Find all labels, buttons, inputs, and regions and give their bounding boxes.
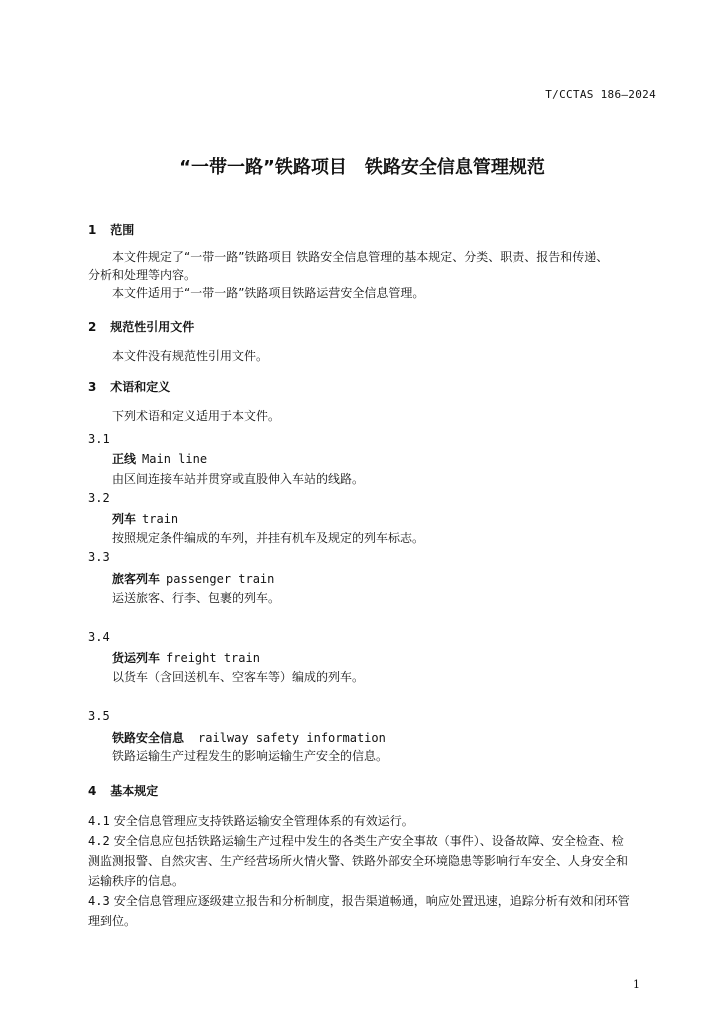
clause-text: 安全信息管理应逐级建立报告和分析制度，报告渠道畅通，响应处置迅速，追踪分析有效和闭环管	[113, 894, 630, 908]
clause	[88, 812, 414, 829]
clause-number: 4.1	[88, 814, 110, 828]
clause-continuation: 测监测报警、自然灾害、生产经营场所火情火警、铁路外部安全环境隐患等影响行车安全、人身安全和	[88, 854, 629, 868]
term-en: railway safety information	[198, 731, 386, 745]
term-definition: 由区间连接车站并贯穿或直股伸入车站的线路。	[112, 472, 365, 486]
term-number: 3.1	[88, 432, 110, 446]
term-zh: 货运列车	[112, 651, 161, 665]
term-definition: 运送旅客、行李、包裹的列车。	[112, 591, 281, 605]
term-en: passenger train	[166, 572, 275, 586]
term-zh: 旅客列车	[112, 572, 161, 586]
clause-text: 安全信息管理应支持铁路运输安全管理体系的有效运行。	[113, 814, 414, 828]
term-number: 3.3	[88, 550, 110, 564]
document-title: “一带一路”铁路项目 铁路安全信息管理规范	[179, 157, 545, 178]
term-entry	[112, 450, 207, 467]
clause	[88, 892, 630, 909]
clause-number: 4.2	[88, 834, 110, 848]
term-entry	[112, 570, 274, 587]
paragraph: 分析和处理等内容。	[88, 268, 197, 282]
section-2-heading	[88, 318, 194, 335]
paragraph: 本文件适用于“一带一路”铁路项目铁路运营安全信息管理。	[112, 286, 425, 300]
section-title: 术语和定义	[110, 380, 171, 394]
section-3-heading	[88, 378, 170, 395]
term-en: train	[142, 512, 179, 526]
term-zh: 列车	[112, 512, 137, 526]
clause-text: 安全信息应包括铁路运输生产过程中发生的各类生产安全事故（事件）、设备故障、安全检查、检	[113, 834, 624, 848]
term-entry	[112, 649, 260, 666]
clause-continuation: 运输秩序的信息。	[88, 874, 185, 888]
term-number: 3.5	[88, 709, 110, 723]
term-entry	[112, 729, 386, 746]
paragraph: 本文件规定了“一带一路”铁路项目 铁路安全信息管理的基本规定、分类、职责、报告和传递、	[112, 250, 609, 264]
section-title: 规范性引用文件	[110, 320, 195, 334]
section-4-heading	[88, 782, 158, 799]
section-number: 1	[88, 223, 97, 237]
term-definition: 铁路运输生产过程发生的影响运输生产安全的信息。	[112, 749, 389, 763]
section-1-heading	[88, 221, 134, 238]
section-number: 3	[88, 380, 97, 394]
term-number: 3.4	[88, 630, 110, 644]
term-zh: 正线	[112, 452, 137, 466]
term-definition: 以货车（含回送机车、空客车等）编成的列车。	[112, 670, 365, 684]
term-en: Main line	[142, 452, 208, 466]
paragraph: 下列术语和定义适用于本文件。	[112, 409, 281, 423]
term-zh: 铁路安全信息	[112, 731, 185, 745]
standard-number: T/CCTAS 186—2024	[545, 88, 656, 101]
section-number: 2	[88, 320, 97, 334]
section-number: 4	[88, 784, 97, 798]
section-title: 基本规定	[110, 784, 159, 798]
page-number: 1	[633, 978, 640, 991]
paragraph: 本文件没有规范性引用文件。	[112, 349, 269, 363]
clause-number: 4.3	[88, 894, 110, 908]
section-title: 范围	[110, 223, 135, 237]
clause	[88, 832, 624, 849]
term-definition: 按照规定条件编成的车列，并挂有机车及规定的列车标志。	[112, 531, 425, 545]
term-number: 3.2	[88, 491, 110, 505]
clause-continuation: 理到位。	[88, 914, 137, 928]
term-en: freight train	[166, 651, 260, 665]
term-entry	[112, 510, 178, 527]
